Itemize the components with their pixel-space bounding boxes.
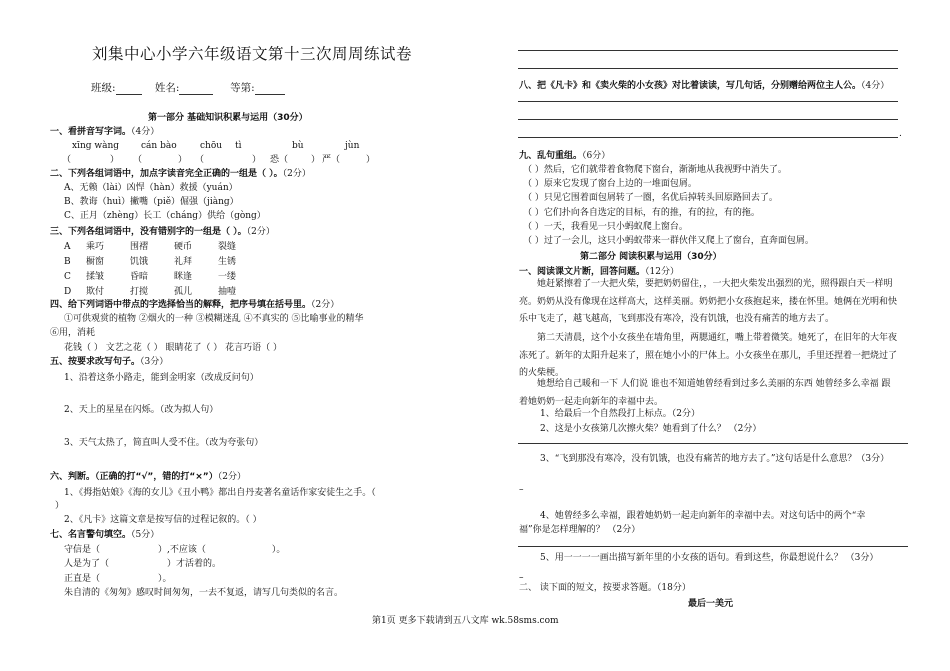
q9-item-2[interactable]: （ ）原来它发现了窗台上边的一堆面包屑。 <box>523 179 697 189</box>
q9-item-4[interactable]: （ ）它们扑向各自选定的目标，有的推，有的拉，有的拖。 <box>523 208 760 218</box>
passage-paragraph-2: 第二天清晨，这个小女孩坐在墙角里，两腮通红，嘴上带着微笑。她死了，在旧年的大年夜冻死了。新年的太阳升起来了，照在她小小的尸体上。小女孩坐在那儿，手里还捏着一把烧过了的火柴梗。 <box>519 333 898 378</box>
answer-bracket: ） <box>252 155 262 165</box>
section2-heading: 二、 读下面的短文，按要求答题。（18分） <box>519 583 691 593</box>
q9-item-1[interactable]: （ ）然后，它们就带着食物爬下窗台，渐渐地从我视野中消失了。 <box>523 165 787 175</box>
answer-line[interactable] <box>518 68 898 69</box>
answer-line[interactable] <box>518 101 898 102</box>
q4-items[interactable]: 花钱（ ） 文艺之花（ ） 眼睛花了（ ） 花言巧语（ ） <box>64 343 283 353</box>
q7-line-4: 朱自清的《匆匆》感叹时间匆匆，一去不复返，请写几句类似的名言。 <box>64 588 344 598</box>
reading-question-3: 3、“飞到那没有寒冷，没有饥饿，也没有痛苦的地方去了。”这句话是什么意思？（3分） <box>540 454 890 464</box>
q8-heading: 八、把《凡卡》和《卖火柴的小女孩》对比着读读，写几句话，分别赠给两位主人公。（4分） <box>519 81 890 91</box>
name-blank[interactable] <box>179 84 213 95</box>
q3-row-b: B 橱窗 饥饿 礼拜 生锈 <box>64 257 237 267</box>
answer-bracket[interactable]: （ <box>133 155 143 165</box>
part2-heading: 第二部分 阅读积累与运用（30分） <box>580 252 722 262</box>
q2-option-a: A、无赖（lài）凶悍（hàn）救援（yuán） <box>64 183 238 193</box>
reading-question-1: 1、给最后一个自然段打上标点。（2分） <box>540 409 700 419</box>
reading-question-4-cont: 福”你是怎样理解的？ （2分） <box>519 525 641 535</box>
q5-sentence-2: 2、天上的星星在闪烁。（改为拟人句） <box>64 405 219 415</box>
reading-question-5: 5、用一一一一画出描写新年里的小女孩的语句。看到这些，你最想说什么？ （3分） <box>540 553 879 563</box>
reading-question-2: 2、这是小女孩第几次擦火柴？她看到了什么？ （2分） <box>540 424 762 434</box>
q3-row-a: A 乘巧 围褶 硬币 裂缝 <box>64 242 237 252</box>
q9-heading: 九、乱句重组。（6分） <box>519 151 611 161</box>
answer-line[interactable] <box>518 443 908 444</box>
q3-row-c: C 揉皱 昏暗 眯逢 一缕 <box>64 272 237 282</box>
pinyin-3: chōu <box>200 141 223 151</box>
q3-row-d: D 欺付 打搅 孤儿 抽噎 <box>64 287 237 297</box>
q5-sentence-1: 1、沿着这条小路走，能到金明家（改成反问句） <box>64 373 259 383</box>
q4-heading: 四、给下列词语中带点的字选择恰当的解释，把序号填在括号里。（2分） <box>50 300 340 310</box>
q3-heading: 三、下列各组词语中，没有错别字的一组是（ ）。（2分） <box>50 227 275 237</box>
page-footer: 第1页 更多下载请到五八文库 wk.58sms.com <box>372 616 559 626</box>
q7-line-3: 正直是（ ）。 <box>64 574 172 584</box>
page-title: 刘集中心小学六年级语文第十三次周周练试卷 <box>92 45 413 63</box>
q7-line-1: 守信是（ ）,不应该（ ）。 <box>64 545 286 555</box>
q6-statement-1: 1、《拇指姑娘》《海的女儿》《丑小鸭》都出自丹麦著名童话作家安徒生之手。（ <box>64 488 376 498</box>
answer-bracket[interactable]: 严（ <box>322 155 341 165</box>
dash-mark: – <box>519 573 524 583</box>
reading-question-4: 4、她曾经多么幸福，跟着她奶奶一起走向新年的幸福中去。对这句话中的两个“幸 <box>540 511 866 521</box>
q9-item-5[interactable]: （ ）一天，我看见一只小蚂蚁爬上窗台。 <box>523 222 688 232</box>
q5-heading: 五、按要求改写句子。（3分） <box>50 357 169 367</box>
answer-bracket[interactable]: 恐（ <box>270 155 289 165</box>
q6-bracket[interactable]: ） <box>55 501 65 511</box>
period-mark: . <box>899 129 902 139</box>
q9-item-6[interactable]: （ ）过了一会儿，这只小蚂蚁带来一群伙伴又爬上了窗台，直奔面包屑。 <box>523 236 814 246</box>
answer-line[interactable] <box>518 546 908 547</box>
answer-bracket: ） <box>110 155 120 165</box>
pinyin-4: tì <box>235 141 242 151</box>
answer-bracket: ） <box>311 155 321 165</box>
q7-heading: 七、名言警句填空。（5分） <box>50 530 160 540</box>
q6-statement-2: 2、《凡卡》这篇文章是按写信的过程记叙的。（ ） <box>64 515 262 525</box>
pinyin-2: cán bào <box>141 141 177 151</box>
pinyin-5: bù <box>292 141 304 151</box>
pinyin-6: jùn <box>345 141 360 151</box>
story-title: 最后一美元 <box>688 599 734 609</box>
grade-blank[interactable] <box>255 84 285 95</box>
reading-heading: 一、阅读课文片断，回答问题。（12分） <box>519 267 679 277</box>
passage-paragraph-1: 她赶紧擦着了一大把火柴，要把奶奶留住，，一大把火柴发出强烈的光，照得跟白天一样明亮。奶奶从没有像现在这样高大，这样美丽。奶奶把小女孩抱起来，搂在怀里。她俩在光明和快乐中飞走了，越飞越高，飞到那没有寒冷，没有饥饿，也没有痛苦的地方去了。 <box>519 279 898 324</box>
grade-label: 等第: <box>230 82 255 94</box>
q2-heading: 二、下列各组词语中，加点字读音完全正确的一组是（ ）。（2分） <box>50 169 311 179</box>
passage-paragraph-3: 她想给自己暖和一下 人们说 谁也不知道她曾经看到过多么美丽的东西 她曾经多么幸福 跟着她奶奶一起走向新年的幸福中去。 <box>519 379 891 407</box>
q2-option-b: B、教诲（huì）撇嘴（piě）倔强（jiàng） <box>64 197 239 207</box>
q1-heading: 一、看拼音写字词。（4分） <box>50 127 160 137</box>
q7-line-2: 人是为了（ ）才活着的。 <box>64 559 222 569</box>
answer-bracket: ） <box>178 155 188 165</box>
answer-bracket: ） <box>366 155 376 165</box>
q2-option-c: C、正月（zhèng）长工（cháng）供给（gòng） <box>64 211 266 221</box>
answer-line[interactable] <box>518 137 898 138</box>
q6-heading: 六、判断。（正确的打“√”，错的打“×”）（2分） <box>50 472 246 482</box>
pinyin-1: xīng wàng <box>72 141 119 151</box>
answer-bracket[interactable]: （ <box>62 155 72 165</box>
dash-mark: – <box>519 485 524 495</box>
part1-heading: 第一部分 基础知识积累与运用（30分） <box>148 113 308 123</box>
name-label: 姓名: <box>154 82 180 94</box>
answer-line[interactable] <box>518 50 898 51</box>
answer-line[interactable] <box>518 119 898 120</box>
answer-bracket[interactable]: （ <box>195 155 205 165</box>
q9-item-3[interactable]: （ ）只见它围着面包屑转了一圈，名优后掉转头回原路回去了。 <box>523 193 778 203</box>
q4-options-cont: ⑥用，消耗 <box>50 328 96 338</box>
q5-sentence-3: 3、天气太热了，简直叫人受不住。（改为夸张句） <box>64 438 264 448</box>
q4-options: ①可供观赏的植物 ②烟火的一种 ③模糊迷乱 ④不真实的 ⑤比喻事业的精华 <box>64 314 364 324</box>
class-blank[interactable] <box>116 84 142 95</box>
student-info <box>91 80 285 95</box>
class-label: 班级: <box>91 82 116 94</box>
